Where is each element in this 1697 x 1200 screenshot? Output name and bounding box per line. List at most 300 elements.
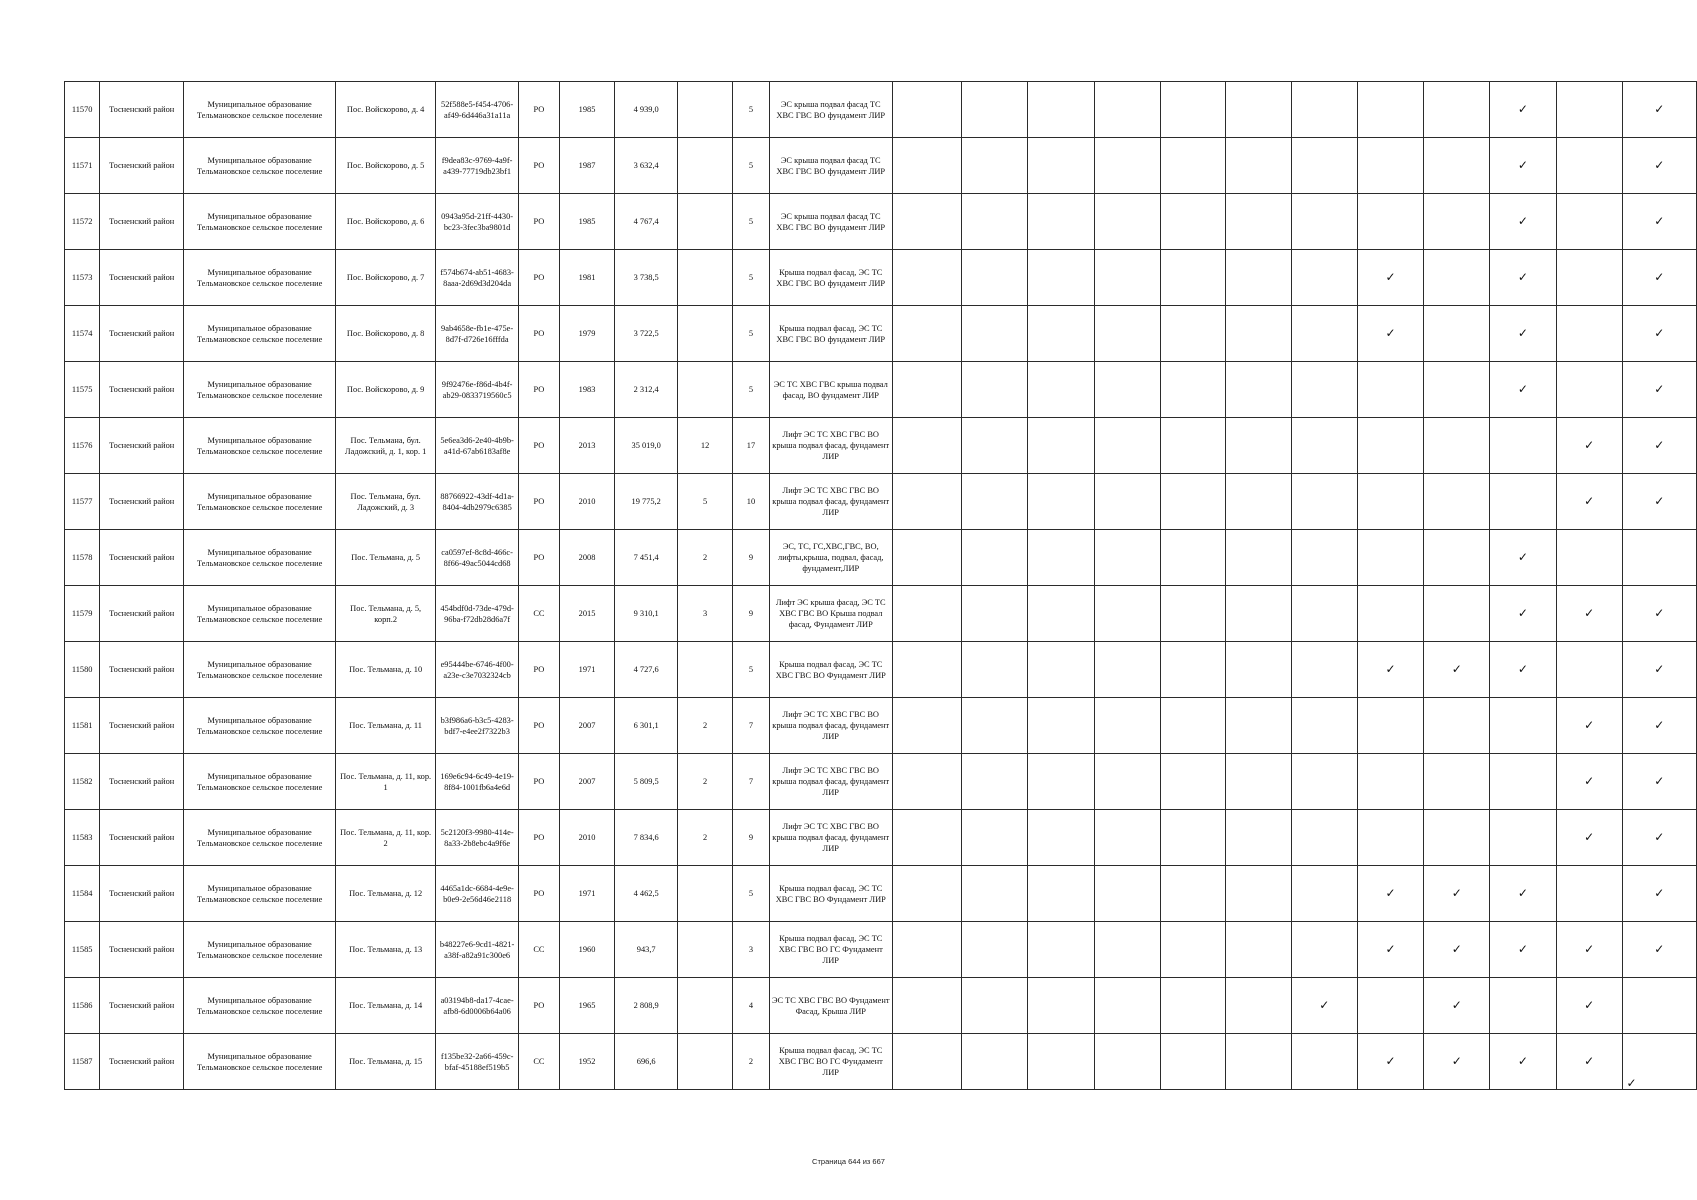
year-cell: 2010 <box>559 474 615 530</box>
work-type-cell <box>1490 698 1557 754</box>
year-cell: 2010 <box>559 810 615 866</box>
municipality-cell: Муниципальное образование Тельмановское сельское поселение <box>184 810 336 866</box>
work-type-cell <box>961 698 1027 754</box>
area-cell: 4 462,5 <box>615 866 678 922</box>
work-type-cell <box>892 810 961 866</box>
work-type-cell <box>1225 194 1291 250</box>
district-cell: Тосненский район <box>100 362 184 418</box>
work-type-cell <box>961 362 1027 418</box>
lifts-cell <box>677 642 732 698</box>
work-type-cell <box>1556 922 1622 978</box>
work-type-cell <box>1094 138 1160 194</box>
table-row <box>65 474 1697 530</box>
work-type-cell <box>1160 866 1225 922</box>
work-type-cell <box>1094 754 1160 810</box>
district-cell: Тосненский район <box>100 82 184 138</box>
row-number: 11576 <box>65 418 100 474</box>
work-type-cell <box>1490 586 1557 642</box>
work-type-cell <box>1027 82 1094 138</box>
work-type-cell <box>892 362 961 418</box>
floors-cell: 5 <box>733 194 770 250</box>
works-cell: ЭС ТС ХВС ГВС ВО Фундамент Фасад, Крыша ЛИР <box>769 978 892 1034</box>
lifts-cell <box>677 306 732 362</box>
area-cell: 696,6 <box>615 1034 678 1090</box>
check-mark-icon: ✓ <box>1517 102 1528 116</box>
year-cell: 1952 <box>559 1034 615 1090</box>
work-type-cell <box>1225 82 1291 138</box>
works-cell: Крыша подвал фасад, ЭС ТС ХВС ГВС ВО ГС Фундамент ЛИР <box>769 1034 892 1090</box>
check-mark-icon: ✓ <box>1517 158 1528 172</box>
floors-cell: 5 <box>733 250 770 306</box>
work-type-cell <box>1094 810 1160 866</box>
lifts-cell <box>677 138 732 194</box>
guid-cell: 5e6ea3d6-2e40-4b9b-a41d-67ab6183af8e <box>436 418 519 474</box>
row-number: 11585 <box>65 922 100 978</box>
row-number: 11584 <box>65 866 100 922</box>
works-cell: Крыша подвал фасад, ЭС ТС ХВС ГВС ВО Фундамент ЛИР <box>769 642 892 698</box>
year-cell: 1971 <box>559 866 615 922</box>
check-mark-icon: ✓ <box>1654 270 1665 284</box>
work-type-cell <box>892 306 961 362</box>
work-type-cell <box>1225 250 1291 306</box>
work-type-cell <box>1225 138 1291 194</box>
work-type-cell <box>961 922 1027 978</box>
district-cell: Тосненский район <box>100 530 184 586</box>
year-cell: 2013 <box>559 418 615 474</box>
year-cell: 2007 <box>559 754 615 810</box>
check-mark-icon: ✓ <box>1517 606 1528 620</box>
check-mark-icon: ✓ <box>1385 270 1396 284</box>
method-cell: РО <box>519 138 559 194</box>
row-number: 11578 <box>65 530 100 586</box>
check-mark-icon: ✓ <box>1517 382 1528 396</box>
guid-cell: 9ab4658e-fb1e-475e-8d7f-d726e16fffda <box>436 306 519 362</box>
floors-cell: 9 <box>733 530 770 586</box>
work-type-cell <box>1027 754 1094 810</box>
guid-cell: 0943a95d-21ff-4430-bc23-3fec3ba9801d <box>436 194 519 250</box>
check-mark-icon: ✓ <box>1654 830 1665 844</box>
floors-cell: 5 <box>733 138 770 194</box>
check-mark-icon: ✓ <box>1584 942 1595 956</box>
work-type-cell <box>961 754 1027 810</box>
guid-cell: f135be32-2a66-459c-bfaf-45188ef519b5 <box>436 1034 519 1090</box>
work-type-cell <box>1490 194 1557 250</box>
work-type-cell <box>892 82 961 138</box>
works-cell: Крыша подвал фасад, ЭС ТС ХВС ГВС ВО фундамент ЛИР <box>769 306 892 362</box>
lifts-cell <box>677 866 732 922</box>
page-number: Страница 644 из 667 <box>812 1157 885 1166</box>
work-type-cell <box>1424 642 1490 698</box>
municipality-cell: Муниципальное образование Тельмановское сельское поселение <box>184 474 336 530</box>
work-type-cell <box>1094 194 1160 250</box>
municipality-cell: Муниципальное образование Тельмановское сельское поселение <box>184 194 336 250</box>
row-number: 11572 <box>65 194 100 250</box>
work-type-cell <box>1225 810 1291 866</box>
work-type-cell <box>1490 978 1557 1034</box>
year-cell: 2015 <box>559 586 615 642</box>
work-type-cell <box>1225 474 1291 530</box>
work-type-cell <box>1556 418 1622 474</box>
work-type-cell <box>1291 586 1357 642</box>
row-number: 11570 <box>65 82 100 138</box>
work-type-cell <box>892 530 961 586</box>
work-type-cell <box>1556 82 1622 138</box>
work-type-cell <box>1490 754 1557 810</box>
table-row <box>65 978 1697 1034</box>
area-cell: 4 767,4 <box>615 194 678 250</box>
municipality-cell: Муниципальное образование Тельмановское сельское поселение <box>184 866 336 922</box>
work-type-cell <box>1027 810 1094 866</box>
floors-cell: 7 <box>733 754 770 810</box>
table-row <box>65 362 1697 418</box>
work-type-cell <box>1160 698 1225 754</box>
work-type-cell <box>1160 810 1225 866</box>
check-mark-icon: ✓ <box>1451 886 1462 900</box>
row-number: 11574 <box>65 306 100 362</box>
work-type-cell <box>1225 418 1291 474</box>
table-body <box>65 82 1697 1090</box>
floors-cell: 7 <box>733 698 770 754</box>
work-type-cell <box>1556 978 1622 1034</box>
guid-cell: b48227e6-9cd1-4821-a38f-a82a91c300e6 <box>436 922 519 978</box>
lifts-cell: 3 <box>677 586 732 642</box>
floors-cell: 5 <box>733 82 770 138</box>
work-type-cell <box>1357 586 1424 642</box>
work-type-cell <box>892 1034 961 1090</box>
check-mark-icon: ✓ <box>1654 438 1665 452</box>
check-mark-icon: ✓ <box>1385 942 1396 956</box>
check-mark-icon: ✓ <box>1517 662 1528 676</box>
guid-cell: 9f92476e-f86d-4b4f-ab29-0833719560c5 <box>436 362 519 418</box>
work-type-cell <box>1556 586 1622 642</box>
district-cell: Тосненский район <box>100 1034 184 1090</box>
table-row <box>65 866 1697 922</box>
row-number: 11581 <box>65 698 100 754</box>
table-row <box>65 754 1697 810</box>
work-type-cell <box>1160 586 1225 642</box>
district-cell: Тосненский район <box>100 698 184 754</box>
work-type-cell <box>1291 194 1357 250</box>
check-mark-icon: ✓ <box>1626 1076 1637 1090</box>
work-type-cell <box>1160 642 1225 698</box>
work-type-cell <box>1027 1034 1094 1090</box>
work-type-cell <box>1027 642 1094 698</box>
work-type-cell <box>1291 138 1357 194</box>
works-cell: Крыша подвал фасад, ЭС ТС ХВС ГВС ВО фундамент ЛИР <box>769 250 892 306</box>
check-mark-icon: ✓ <box>1385 1054 1396 1068</box>
area-cell: 9 310,1 <box>615 586 678 642</box>
method-cell: РО <box>519 698 559 754</box>
address-cell: Пос. Тельмана, д. 5 <box>336 530 436 586</box>
area-cell: 3 738,5 <box>615 250 678 306</box>
work-type-cell <box>1160 362 1225 418</box>
floors-cell: 5 <box>733 362 770 418</box>
floors-cell: 5 <box>733 306 770 362</box>
work-type-cell <box>961 586 1027 642</box>
check-mark-icon: ✓ <box>1654 214 1665 228</box>
work-type-cell <box>1424 306 1490 362</box>
work-type-cell <box>1622 82 1696 138</box>
work-type-cell <box>1424 586 1490 642</box>
district-cell: Тосненский район <box>100 194 184 250</box>
check-mark-icon: ✓ <box>1584 494 1595 508</box>
area-cell: 19 775,2 <box>615 474 678 530</box>
work-type-cell <box>1622 250 1696 306</box>
work-type-cell <box>1291 810 1357 866</box>
work-type-cell <box>1424 866 1490 922</box>
work-type-cell <box>1490 1034 1557 1090</box>
work-type-cell <box>1160 82 1225 138</box>
work-type-cell <box>1357 306 1424 362</box>
row-number: 11582 <box>65 754 100 810</box>
work-type-cell <box>1556 530 1622 586</box>
area-cell: 7 834,6 <box>615 810 678 866</box>
work-type-cell <box>1225 642 1291 698</box>
works-cell: ЭС ТС ХВС ГВС крыша подвал фасад, ВО фундамент ЛИР <box>769 362 892 418</box>
work-type-cell <box>1357 1034 1424 1090</box>
work-type-cell <box>1490 530 1557 586</box>
area-cell: 3 632,4 <box>615 138 678 194</box>
row-number: 11586 <box>65 978 100 1034</box>
work-type-cell <box>1357 642 1424 698</box>
area-cell: 2 312,4 <box>615 362 678 418</box>
district-cell: Тосненский район <box>100 866 184 922</box>
district-cell: Тосненский район <box>100 306 184 362</box>
work-type-cell <box>1027 418 1094 474</box>
work-type-cell <box>1424 362 1490 418</box>
work-type-cell <box>1225 866 1291 922</box>
work-type-cell <box>1160 250 1225 306</box>
work-type-cell <box>1357 922 1424 978</box>
work-type-cell <box>1160 474 1225 530</box>
work-type-cell <box>1094 306 1160 362</box>
work-type-cell <box>1094 82 1160 138</box>
work-type-cell <box>1490 922 1557 978</box>
lifts-cell: 2 <box>677 530 732 586</box>
work-type-cell <box>1225 362 1291 418</box>
work-type-cell <box>1291 82 1357 138</box>
work-type-cell <box>1357 530 1424 586</box>
guid-cell: 454bdf0d-73de-479d-96ba-f72db28d6a7f <box>436 586 519 642</box>
work-type-cell <box>1027 530 1094 586</box>
works-cell: ЭС крыша подвал фасад ТС ХВС ГВС ВО фундамент ЛИР <box>769 194 892 250</box>
work-type-cell <box>1357 474 1424 530</box>
work-type-cell <box>1094 530 1160 586</box>
work-type-cell <box>1160 306 1225 362</box>
guid-cell: e95444be-6746-4f00-a23e-c3e7032324cb <box>436 642 519 698</box>
works-cell: Лифт ЭС ТС ХВС ГВС ВО крыша подвал фасад, фундамент ЛИР <box>769 418 892 474</box>
address-cell: Пос. Тельмана, бул. Ладожский, д. 3 <box>336 474 436 530</box>
work-type-cell <box>1027 474 1094 530</box>
guid-cell: a03194b8-da17-4cae-afb8-6d0006b64a06 <box>436 978 519 1034</box>
work-type-cell <box>1424 138 1490 194</box>
works-cell: Лифт ЭС ТС ХВС ГВС ВО крыша подвал фасад, фундамент ЛИР <box>769 754 892 810</box>
check-mark-icon: ✓ <box>1385 326 1396 340</box>
floors-cell: 4 <box>733 978 770 1034</box>
district-cell: Тосненский район <box>100 586 184 642</box>
work-type-cell <box>1622 306 1696 362</box>
check-mark-icon: ✓ <box>1451 662 1462 676</box>
work-type-cell <box>1027 698 1094 754</box>
address-cell: Пос. Тельмана, д. 11, кор. 2 <box>336 810 436 866</box>
work-type-cell <box>1094 978 1160 1034</box>
check-mark-icon: ✓ <box>1451 998 1462 1012</box>
check-mark-icon: ✓ <box>1584 1054 1595 1068</box>
work-type-cell <box>1027 362 1094 418</box>
area-cell: 35 019,0 <box>615 418 678 474</box>
work-type-cell <box>1291 978 1357 1034</box>
work-type-cell <box>1622 530 1696 586</box>
check-mark-icon: ✓ <box>1584 606 1595 620</box>
district-cell: Тосненский район <box>100 250 184 306</box>
work-type-cell <box>892 418 961 474</box>
check-mark-icon: ✓ <box>1584 998 1595 1012</box>
work-type-cell <box>1357 82 1424 138</box>
works-cell: ЭС крыша подвал фасад ТС ХВС ГВС ВО фундамент ЛИР <box>769 82 892 138</box>
lifts-cell <box>677 362 732 418</box>
check-mark-icon: ✓ <box>1654 662 1665 676</box>
work-type-cell <box>1357 250 1424 306</box>
work-type-cell <box>961 250 1027 306</box>
work-type-cell <box>1622 978 1696 1034</box>
check-mark-icon: ✓ <box>1654 718 1665 732</box>
work-type-cell <box>1622 362 1696 418</box>
table-row <box>65 138 1697 194</box>
check-mark-icon: ✓ <box>1584 438 1595 452</box>
work-type-cell <box>892 922 961 978</box>
work-type-cell <box>961 642 1027 698</box>
floors-cell: 10 <box>733 474 770 530</box>
check-mark-icon: ✓ <box>1654 382 1665 396</box>
lifts-cell: 2 <box>677 754 732 810</box>
work-type-cell <box>1556 1034 1622 1090</box>
row-number: 11571 <box>65 138 100 194</box>
work-type-cell <box>961 138 1027 194</box>
row-number: 11583 <box>65 810 100 866</box>
table-row <box>65 82 1697 138</box>
works-cell: Крыша подвал фасад, ЭС ТС ХВС ГВС ВО ГС Фундамент ЛИР <box>769 922 892 978</box>
row-number: 11573 <box>65 250 100 306</box>
address-cell: Пос. Войскорово, д. 8 <box>336 306 436 362</box>
year-cell: 1960 <box>559 922 615 978</box>
work-type-cell <box>1424 530 1490 586</box>
work-type-cell <box>1225 306 1291 362</box>
check-mark-icon: ✓ <box>1517 1054 1528 1068</box>
check-mark-icon: ✓ <box>1517 270 1528 284</box>
year-cell: 1971 <box>559 642 615 698</box>
work-type-cell <box>1424 82 1490 138</box>
work-type-cell <box>1160 922 1225 978</box>
work-type-cell <box>1027 194 1094 250</box>
municipality-cell: Муниципальное образование Тельмановское сельское поселение <box>184 530 336 586</box>
work-type-cell <box>1556 362 1622 418</box>
work-type-cell <box>892 642 961 698</box>
work-type-cell <box>1357 754 1424 810</box>
work-type-cell <box>1424 194 1490 250</box>
work-type-cell <box>961 866 1027 922</box>
check-mark-icon: ✓ <box>1584 718 1595 732</box>
floors-cell: 3 <box>733 922 770 978</box>
address-cell: Пос. Тельмана, д. 5, корп.2 <box>336 586 436 642</box>
work-type-cell <box>1424 754 1490 810</box>
work-type-cell <box>1094 418 1160 474</box>
area-cell: 7 451,4 <box>615 530 678 586</box>
work-type-cell <box>1490 306 1557 362</box>
table-row <box>65 194 1697 250</box>
guid-cell: 4465a1dc-6684-4e9e-b0e9-2e56d46e2118 <box>436 866 519 922</box>
work-type-cell <box>1556 866 1622 922</box>
work-type-cell <box>1027 922 1094 978</box>
district-cell: Тосненский район <box>100 978 184 1034</box>
check-mark-icon: ✓ <box>1654 158 1665 172</box>
method-cell: РО <box>519 642 559 698</box>
floors-cell: 5 <box>733 642 770 698</box>
work-type-cell <box>1357 698 1424 754</box>
work-type-cell <box>892 138 961 194</box>
municipality-cell: Муниципальное образование Тельмановское сельское поселение <box>184 586 336 642</box>
guid-cell: 169e6c94-6c49-4e19-8f84-1001fb6a4e6d <box>436 754 519 810</box>
work-type-cell <box>961 82 1027 138</box>
work-type-cell <box>1160 1034 1225 1090</box>
work-type-cell <box>1160 530 1225 586</box>
work-type-cell <box>1027 250 1094 306</box>
method-cell: РО <box>519 866 559 922</box>
work-type-cell <box>1357 418 1424 474</box>
floors-cell: 2 <box>733 1034 770 1090</box>
municipality-cell: Муниципальное образование Тельмановское сельское поселение <box>184 306 336 362</box>
work-type-cell <box>1622 866 1696 922</box>
address-cell: Пос. Тельмана, д. 14 <box>336 978 436 1034</box>
row-number: 11577 <box>65 474 100 530</box>
check-mark-icon: ✓ <box>1654 774 1665 788</box>
work-type-cell <box>1556 642 1622 698</box>
works-cell: Лифт ЭС ТС ХВС ГВС ВО крыша подвал фасад, фундамент ЛИР <box>769 474 892 530</box>
area-cell: 6 301,1 <box>615 698 678 754</box>
work-type-cell <box>1490 418 1557 474</box>
work-type-cell <box>1424 474 1490 530</box>
works-cell: ЭС крыша подвал фасад ТС ХВС ГВС ВО фундамент ЛИР <box>769 138 892 194</box>
address-cell: Пос. Войскорово, д. 5 <box>336 138 436 194</box>
work-type-cell <box>961 530 1027 586</box>
works-cell: Крыша подвал фасад, ЭС ТС ХВС ГВС ВО Фундамент ЛИР <box>769 866 892 922</box>
address-cell: Пос. Тельмана, д. 11, кор. 1 <box>336 754 436 810</box>
work-type-cell <box>1490 642 1557 698</box>
table-row <box>65 698 1697 754</box>
work-type-cell <box>1357 810 1424 866</box>
work-type-cell <box>1291 250 1357 306</box>
work-type-cell <box>1556 138 1622 194</box>
method-cell: РО <box>519 194 559 250</box>
work-type-cell <box>892 978 961 1034</box>
work-type-cell <box>1357 362 1424 418</box>
work-type-cell <box>1556 250 1622 306</box>
lifts-cell: 5 <box>677 474 732 530</box>
method-cell: РО <box>519 474 559 530</box>
guid-cell: 5c2120f3-9980-414e-8a33-2b8ebc4a9f6e <box>436 810 519 866</box>
work-type-cell <box>1490 362 1557 418</box>
year-cell: 2007 <box>559 698 615 754</box>
district-cell: Тосненский район <box>100 474 184 530</box>
lifts-cell: 12 <box>677 418 732 474</box>
table-row <box>65 306 1697 362</box>
method-cell: СС <box>519 1034 559 1090</box>
work-type-cell <box>1490 866 1557 922</box>
address-cell: Пос. Тельмана, д. 10 <box>336 642 436 698</box>
check-mark-icon: ✓ <box>1584 774 1595 788</box>
row-number: 11575 <box>65 362 100 418</box>
check-mark-icon: ✓ <box>1654 606 1665 620</box>
work-type-cell <box>892 250 961 306</box>
